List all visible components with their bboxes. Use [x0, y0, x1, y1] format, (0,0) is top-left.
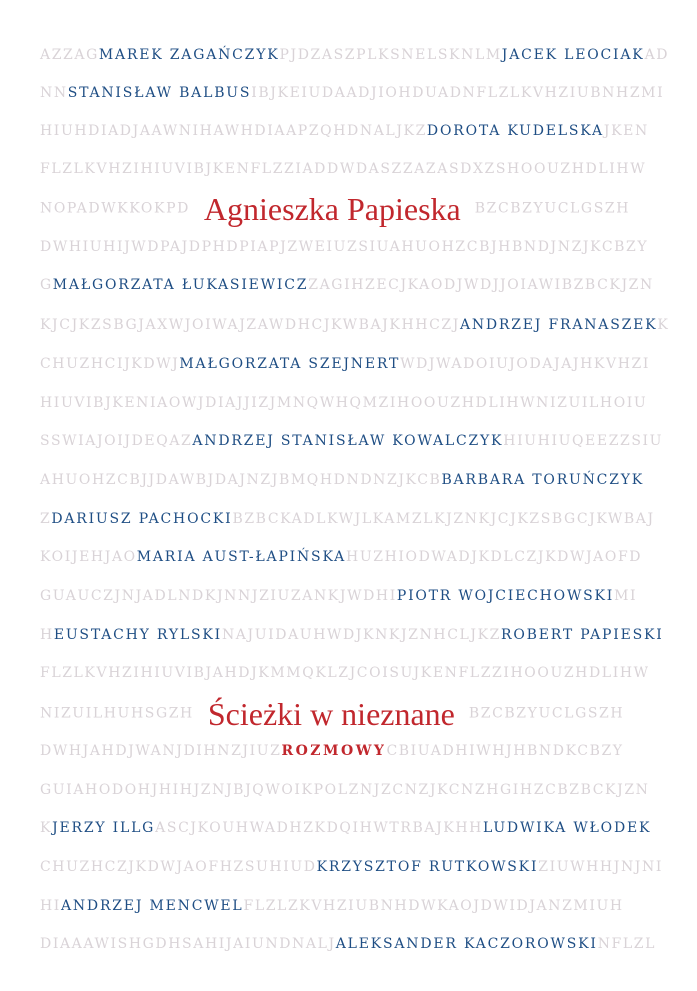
interviewee-name: LUDWIKA WŁODEK — [483, 820, 652, 836]
subtitle-row — [40, 740, 665, 762]
interviewee-name: DOROTA KUDELSKA — [426, 123, 604, 139]
book-title: Ścieżki w nieznane — [207, 695, 455, 732]
filler-text: DIAAAWISHGDHSAHIJAIUNDNALJ — [40, 936, 336, 952]
filler-text: HIUHDIADJAAWNIHAWHDIAAPZQHDNALJKZ — [40, 123, 427, 139]
filler-text: CHUZHCZJKDWJAOFHZSUHIUD — [40, 859, 317, 875]
filler-text: BZCBZYUCLGSZH — [474, 200, 631, 217]
cover-row-15 — [40, 624, 665, 646]
filler-text: ZIUWHHJNJNI — [538, 859, 664, 875]
cover-row-1 — [40, 44, 670, 66]
cover-row-21 — [40, 933, 665, 955]
interviewee-name: EUSTACHY RYLSKI — [53, 627, 222, 643]
title-row — [40, 693, 665, 733]
filler-text: HIUHIUQEEZZSIU — [503, 433, 664, 449]
cover-row-19 — [40, 856, 665, 878]
cover-row-4 — [40, 158, 665, 180]
cover-row-17 — [40, 779, 665, 801]
cover-row-18 — [40, 817, 665, 839]
filler-text: CHUZHCIJKDWJ — [40, 356, 180, 372]
book-subtitle: ROZMOWY — [281, 743, 387, 759]
filler-text: NIZUILHUHSGZH — [40, 705, 194, 722]
filler-text: BZCBZYUCLGSZH — [468, 705, 625, 722]
cover-row-9 — [40, 392, 665, 414]
interviewee-name: MAŁGORZATA SZEJNERT — [179, 356, 401, 372]
filler-text: K — [40, 820, 53, 836]
filler-text: GUAUCZJNJADLNDKJNNJZIUZANKJWDHI — [40, 588, 397, 604]
filler-text: CBIUADHIWHJHBNDKCBZY — [386, 743, 624, 759]
filler-text: AHUOHZCBJJDAWBJDAJNZJBMQHDNDNZJKCB — [40, 472, 442, 488]
filler-text: JKEN — [603, 123, 649, 139]
interviewee-name: JACEK LEOCIAK — [501, 47, 645, 63]
filler-text: ASCJKOUHWADHZKDQIHWTRBAJKHH — [155, 820, 483, 836]
filler-text: NFLZL — [597, 936, 656, 952]
interviewee-name: PIOTR WOJCIECHOWSKI — [396, 588, 615, 604]
filler-text: K — [657, 317, 670, 333]
filler-text: KOIJEHJAO — [40, 549, 137, 565]
author-name: Agnieszka Papieska — [203, 190, 461, 227]
cover-row-7 — [40, 314, 670, 336]
filler-text: Z — [40, 511, 52, 527]
filler-text: KJCJKZSBGJAXWJOIWAJZAWDHCJKWBAJKHHCZJ — [40, 317, 460, 333]
interviewee-name: MARIA AUST-ŁAPIŃSKA — [136, 549, 347, 565]
cover-row-11 — [40, 469, 665, 491]
filler-text: DWHIUHIJWDPAJDPHDPIAPJZWEIUZSIUAHUOHZCBJHBNDJNZJKCBZY — [40, 239, 649, 255]
interviewee-name: MAŁGORZATA ŁUKASIEWICZ — [52, 277, 309, 293]
cover-row-6 — [40, 274, 665, 296]
cover-row-10 — [40, 430, 665, 452]
interviewee-name: MAREK ZAGAŃCZYK — [98, 47, 280, 63]
filler-text: AD — [644, 47, 670, 63]
filler-text: HIUVIBJKENIAOWJDIAJJIZJMNQWHQMZIHOOUZHDLIHWNIZUILHOIU — [40, 395, 648, 411]
interviewee-name: DARIUSZ PACHOCKI — [51, 511, 233, 527]
cover-row-20 — [40, 895, 665, 917]
filler-text: PJDZASZPLKSNELSKNLM — [279, 47, 502, 63]
cover-row-8 — [40, 353, 665, 375]
filler-text: WDJWADOIUJODAJAJHKVHZI — [400, 356, 650, 372]
cover-row-12 — [40, 508, 665, 530]
filler-text: FLZLKVHZIHIUVIBJAHDJKMMQKLZJCOISUJKENFLZZIHOOUZHDLIHW — [40, 665, 650, 681]
filler-text: SSWIAJOIJDEQAZ — [40, 433, 193, 449]
interviewee-name: ALEKSANDER KACZOROWSKI — [335, 936, 598, 952]
filler-text: AZZAG — [40, 47, 99, 63]
interviewee-name: ANDRZEJ FRANASZEK — [459, 317, 658, 333]
interviewee-name: KRZYSZTOF RUTKOWSKI — [316, 859, 539, 875]
cover-row-14 — [40, 585, 665, 607]
filler-text: FLZLKVHZIHIUVIBJKENFLZZIADDWDASZZAZASDXZSHOOUZHDLIHW — [40, 161, 647, 177]
interviewee-name: STANISŁAW BALBUS — [67, 85, 252, 101]
filler-text: IBJKEIUDAADJIOHDUADNFLZLKVHZIUBNHZMI — [251, 85, 665, 101]
filler-text: FLZLZKVHZIUBNHDWKAOJDWIDJANZMIUH — [243, 898, 624, 914]
filler-text: DWHJAHDJWANJDIHNZJIUZ — [40, 743, 282, 759]
filler-text: ZAGIHZECJKAODJWDJJOIAWIBZBCKJZN — [308, 277, 654, 293]
interviewee-name: JERZY ILLG — [52, 820, 156, 836]
cover-row-5 — [40, 236, 665, 258]
filler-text: HI — [40, 898, 61, 914]
interviewee-name: ROBERT PAPIESKI — [501, 627, 664, 643]
filler-text: GUIAHODOHJHIHJZNJBJQWOIKPOLZNJZCNZJKCNZHGIHZCBZBCKJZN — [40, 782, 650, 798]
filler-text: G — [40, 277, 53, 293]
filler-text: NAJUIDAUHWDJKNKJZNHCLJKZ — [221, 627, 501, 643]
filler-text: MI — [614, 588, 638, 604]
filler-text: NN — [40, 85, 68, 101]
author-row — [40, 188, 665, 228]
interviewee-name: ANDRZEJ STANISŁAW KOWALCZYK — [192, 433, 504, 449]
cover-row-3 — [40, 120, 665, 142]
filler-text: BZBCKADLKWJLKAMZLKJZNKJCJKZSBGCJKWBAJ — [232, 511, 655, 527]
cover-row-16 — [40, 662, 665, 684]
filler-text: H — [40, 627, 54, 643]
interviewee-name: BARBARA TORUŃCZYK — [441, 472, 645, 488]
interviewee-name: ANDRZEJ MENCWEL — [60, 898, 244, 914]
cover-row-13 — [40, 546, 665, 568]
filler-text: HUZHIODWADJKDLCZJKDWJAOFD — [346, 549, 643, 565]
cover-row-2 — [40, 82, 665, 104]
filler-text: NOPADWKKOKPD — [40, 200, 190, 217]
